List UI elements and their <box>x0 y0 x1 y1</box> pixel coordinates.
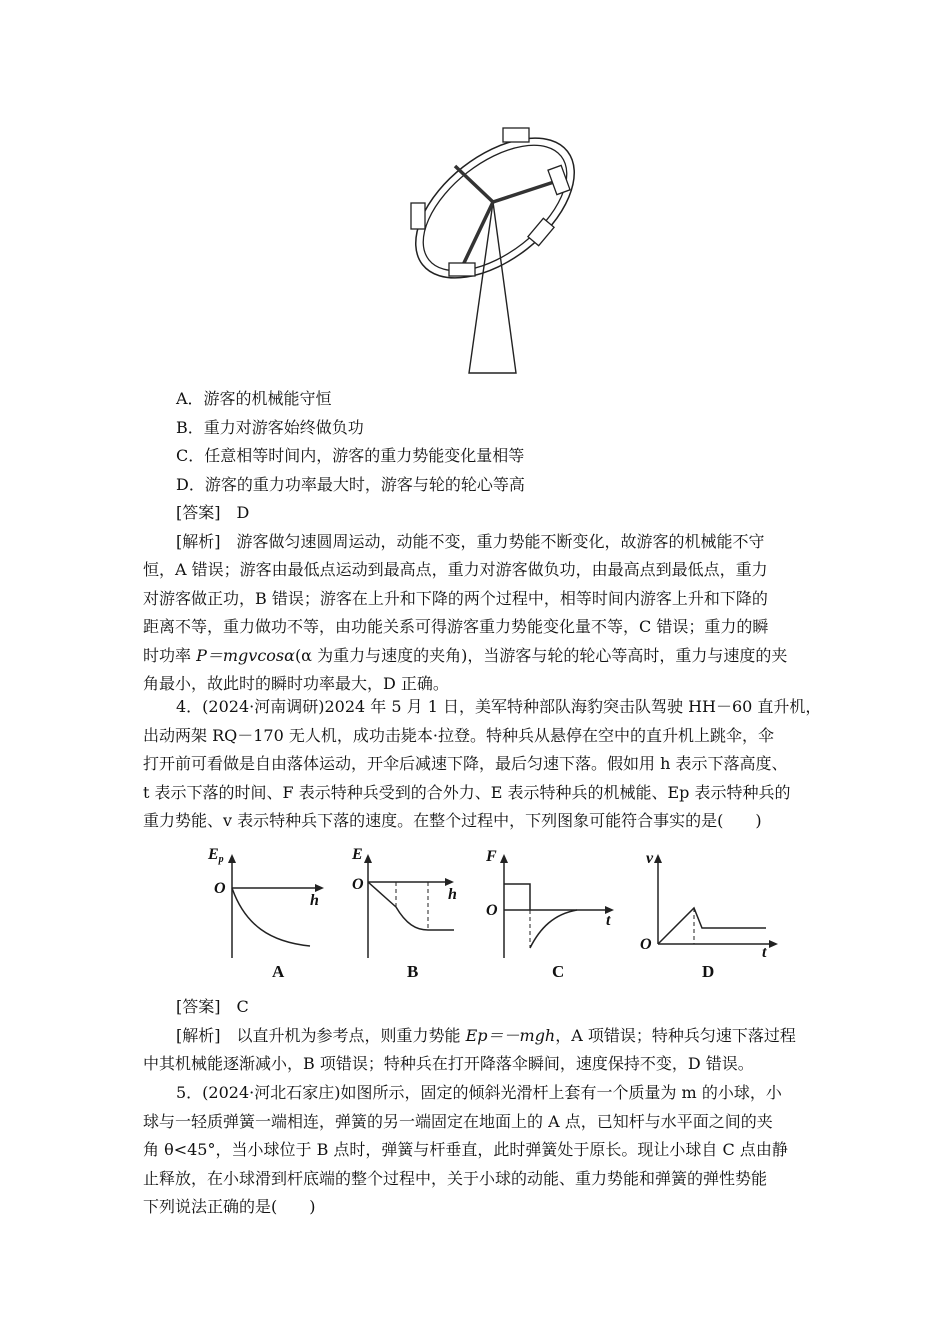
answer-value: C <box>236 997 249 1016</box>
graph-a-origin: O <box>214 880 226 897</box>
q4-stem-line: 打开前可看做是自由落体运动，开伞后减速下降，最后匀速下落。假如用 h 表示下落高度、 <box>143 754 788 773</box>
wheel-support-tower <box>469 202 516 373</box>
graph-b-plot <box>350 850 470 960</box>
graph-c-origin: O <box>486 902 498 919</box>
q3-analysis-line: 角最小，故此时的瞬时功率最大，D 正确。 <box>143 674 449 693</box>
q3-analysis-line: 距离不等，重力做功不等，由功能关系可得游客重力势能变化量不等，C 错误；重力的瞬 <box>143 617 769 636</box>
graph-c-y-label: F <box>486 848 497 865</box>
analysis-text: 以直升机为参考点，则重力势能 <box>236 1025 466 1045</box>
graph-a <box>200 846 330 990</box>
graph-c-plot <box>482 850 622 960</box>
wheel-cabin <box>528 218 554 245</box>
q4-stem-line: 出动两架 RQ－170 无人机，成功击毙本·拉登。特种兵从悬停在空中的直升机上跳伞，伞 <box>143 725 774 745</box>
analysis-text: 时功率 <box>143 645 197 665</box>
q3-option-a: A．游客的机械能守恒 <box>176 389 332 408</box>
analysis-tag: [解析] <box>176 531 221 551</box>
analysis-text: 游客做匀速圆周运动，动能不变，重力势能不断变化，故游客的机械能不守 <box>236 531 765 551</box>
answer-tag: [答案] <box>176 997 221 1016</box>
q4-analysis-line <box>143 1022 813 1051</box>
graph-d-x-label: t <box>762 944 767 961</box>
wheel-cabin <box>411 203 425 229</box>
q3-option-d: D．游客的重力功率最大时，游客与轮的轮心等高 <box>176 474 525 494</box>
graph-b-y-label: E <box>352 846 363 863</box>
wheel-cabin <box>449 263 475 276</box>
wheel-cabin <box>503 128 529 142</box>
ferris-wheel-figure <box>400 120 590 380</box>
graph-c <box>482 850 622 990</box>
q3-block <box>143 385 813 699</box>
graph-a-y-label: $E_p$ <box>208 846 224 865</box>
analysis-text: ，A 项错误；特种兵匀速下落过程 <box>555 1025 796 1045</box>
answer-tag: [答案] <box>176 503 221 522</box>
q3-analysis-line <box>143 642 813 671</box>
q3-option-c: C．任意相等时间内，游客的重力势能变化量相等 <box>176 446 525 465</box>
graph-c-curve <box>530 910 577 948</box>
q4-graphs <box>200 846 780 990</box>
q5-stem-line: 球与一轻质弹簧一端相连，弹簧的另一端固定在地面上的 A 点，已知杆与水平面之间的夹 <box>143 1111 773 1131</box>
q4-stem-line: 重力势能、v 表示特种兵下落的速度。在整个过程中，下列图象可能符合事实的是( ) <box>143 811 762 830</box>
q5-block <box>143 1079 813 1222</box>
graph-d <box>638 850 788 990</box>
graph-c-label: C <box>552 962 565 981</box>
q3-answer-line <box>143 499 813 528</box>
q5-stem-line: 角 θ<45°，当小球位于 B 点时，弹簧与杆垂直，此时弹簧处于原长。现让小球自 C 点由静 <box>143 1140 788 1159</box>
wheel-spoke <box>455 166 493 202</box>
q4-block <box>143 693 822 836</box>
graph-b-curve <box>396 907 454 930</box>
q3-analysis-line <box>143 528 813 557</box>
graph-b-x-label: h <box>448 886 457 903</box>
answer-value: D <box>236 503 250 522</box>
graph-a-label: A <box>272 962 285 981</box>
q4-answer-line <box>143 993 813 1022</box>
graph-d-label: D <box>702 962 715 981</box>
q4-analysis-line: 中其机械能逐渐减小，B 项错误；特种兵在打开降落伞瞬间，速度保持不变，D 错误。 <box>143 1054 754 1073</box>
graph-d-line <box>658 908 766 944</box>
graph-d-y-label: v <box>646 850 654 867</box>
graph-b-origin: O <box>352 876 364 893</box>
q3-option-b: B．重力对游客始终做负功 <box>176 417 364 437</box>
graph-b-line <box>368 882 396 907</box>
graph-b <box>350 846 470 990</box>
q5-stem-line: 止释放，在小球滑到杆底端的整个过程中，关于小球的动能、重力势能和弹簧的弹性势能 <box>143 1168 768 1188</box>
q4-answer-block <box>143 993 813 1079</box>
power-formula: P＝mgvcosα <box>196 645 295 665</box>
q3-analysis-line: 对游客做正功，B 错误；游客在上升和下降的两个过程中，相等时间内游客上升和下降的 <box>143 588 768 608</box>
q3-analysis-line: 恒，A 错误；游客由最低点运动到最高点，重力对游客做负功，由最高点到最低点，重力 <box>143 560 768 579</box>
wheel-spoke <box>493 181 557 202</box>
graph-c-x-label: t <box>606 912 611 929</box>
q4-stem-line: 4．(2024·河南调研)2024 年 5 月 1 日，美军特种部队海豹突击队驾驶 HH－60 直升机， <box>176 697 822 716</box>
potential-energy-formula: Ep＝－mgh <box>465 1025 556 1045</box>
graph-b-label: B <box>407 962 419 981</box>
graph-d-origin: O <box>640 936 652 953</box>
graph-c-step <box>504 884 530 910</box>
q5-stem-line: 下列说法正确的是( ) <box>143 1197 316 1216</box>
q4-stem-line: t 表示下落的时间、F 表示特种兵受到的合外力、E 表示特种兵的机械能、Ep 表示特种兵的 <box>143 782 791 802</box>
analysis-tag: [解析] <box>176 1025 221 1045</box>
graph-a-x-label: h <box>310 892 319 909</box>
graph-a-curve <box>232 888 310 946</box>
q5-stem-line: 5．(2024·河北石家庄)如图所示，固定的倾斜光滑杆上套有一个质量为 m 的小球，小 <box>176 1083 782 1102</box>
analysis-text: (α 为重力与速度的夹角)，当游客与轮的轮心等高时，重力与速度的夹 <box>294 645 788 665</box>
